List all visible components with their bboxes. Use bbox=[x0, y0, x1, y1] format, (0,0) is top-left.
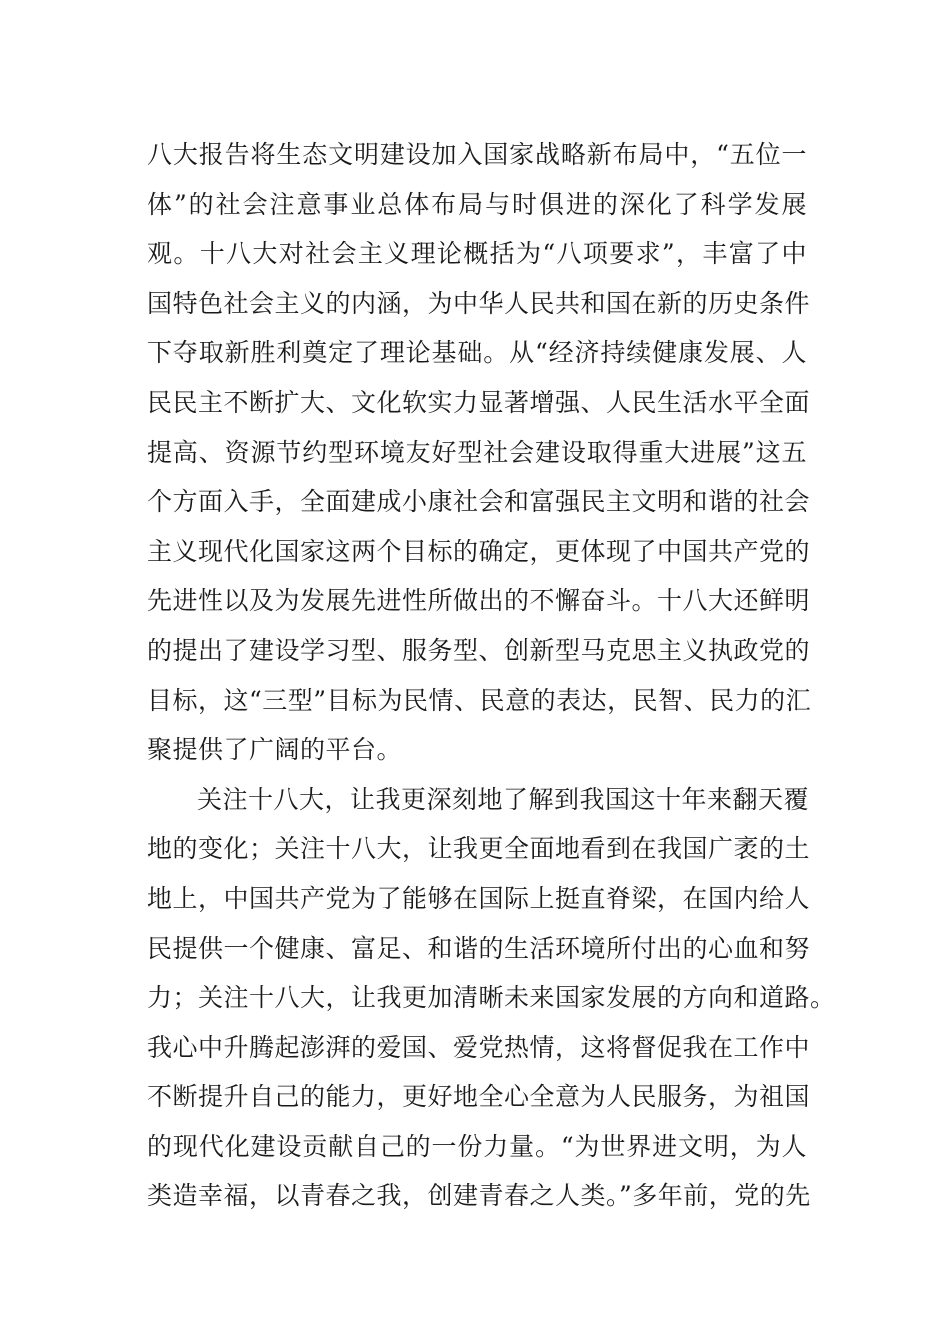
text-line: 提高、资源节约型环境友好型社会建设取得重大进展”这五 bbox=[147, 437, 807, 467]
text-line: 不断提升自己的能力，更好地全心全意为人民服务，为祖国 bbox=[147, 1082, 811, 1112]
text-line: 力；关注十八大，让我更加清晰未来国家发展的方向和道路。 bbox=[147, 983, 836, 1013]
text-line: 我心中升腾起澎湃的爱国、爱党热情，这将督促我在工作中 bbox=[147, 1032, 811, 1062]
text-line: 聚提供了广阔的平台。 bbox=[147, 735, 403, 765]
text-line: 地的变化；关注十八大，让我更全面地看到在我国广袤的土 bbox=[147, 834, 811, 864]
text-line: 八大报告将生态文明建设加入国家战略新布局中，“五位一 bbox=[147, 140, 807, 169]
text-line: 国特色社会主义的内涵，为中华人民共和国在新的历史条件 bbox=[147, 288, 811, 318]
text-line: 地上，中国共产党为了能够在国际上挺直脊梁，在国内给人 bbox=[147, 883, 811, 913]
text-line: 的提出了建设学习型、服务型、创新型马克思主义执政党的 bbox=[147, 635, 811, 665]
text-line: 个方面入手，全面建成小康社会和富强民主文明和谐的社会 bbox=[147, 487, 811, 517]
text-line: 目标，这“三型”目标为民情、民意的表达，民智、民力的汇 bbox=[147, 685, 812, 715]
text-line: 的现代化建设贡献自己的一份力量。“为世界进文明，为人 bbox=[147, 1131, 807, 1161]
body-text bbox=[147, 130, 836, 1221]
text-line: 先进性以及为发展先进性所做出的不懈奋斗。十八大还鲜明 bbox=[147, 586, 811, 616]
text-line: 体”的社会注意事业总体布局与时俱进的深化了科学发展 bbox=[147, 189, 807, 219]
text-line: 观。十八大对社会主义理论概括为“八项要求”，丰富了中 bbox=[147, 239, 807, 269]
text-line: 主义现代化国家这两个目标的确定，更体现了中国共产党的 bbox=[147, 536, 811, 566]
text-line: 关注十八大，让我更深刻地了解到我国这十年来翻天覆 bbox=[197, 784, 810, 814]
text-line: 民民主不断扩大、文化软实力显著增强、人民生活水平全面 bbox=[147, 387, 811, 417]
text-line: 类造幸福，以青春之我，创建青春之人类。”多年前，党的先 bbox=[147, 1181, 811, 1211]
text-line: 下夺取新胜利奠定了理论基础。从“经济持续健康发展、人 bbox=[147, 338, 807, 368]
text-line: 民提供一个健康、富足、和谐的生活环境所付出的心血和努 bbox=[147, 933, 811, 963]
